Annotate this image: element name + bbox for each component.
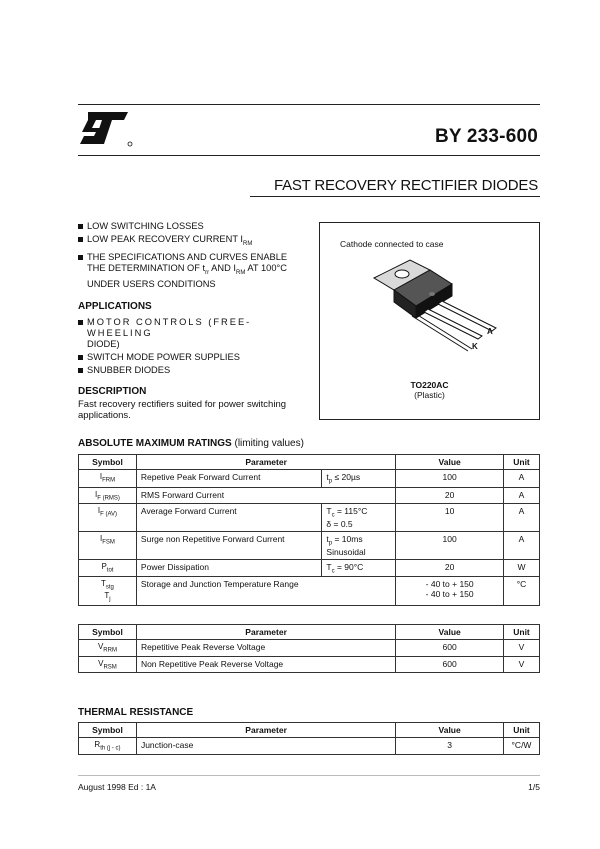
table-row: $I_{FRM}$ Repetive Peak Forward Current $t_p \le 20\mu s$ 100 A [79, 470, 540, 488]
pin-a-label: A [487, 327, 493, 336]
table-row: $I_{F (AV)}$ Average Forward Current $T_c = 115^\circ C$ δ = 0.5 10 A [79, 504, 540, 532]
ratings-table [78, 454, 540, 606]
col-value: Value [396, 455, 504, 470]
document-title: FAST RECOVERY RECTIFIER DIODES [273, 177, 538, 194]
table-header-row: Symbol Parameter Value Unit [79, 723, 540, 738]
table-row: $P_{tot}$ Power Dissipation $T_c = 90^\circ C$ 20 W [79, 559, 540, 577]
table-row: $T_{stg}$ $T_j$ Storage and Junction Temperature Range - 40 to + 150 - 40 to + 150 °C [79, 577, 540, 605]
part-number: BY 233-600 [434, 126, 538, 147]
footer-date: August 1998 Ed : 1A [78, 782, 156, 792]
to220-package-image [368, 256, 498, 366]
table-row: $V_{RRM}$ Repetitive Peak Reverse Voltage 600 V [79, 640, 540, 657]
voltage-table [78, 624, 540, 673]
feature-item: THE SPECIFICATIONS AND CURVES ENABLE THE DETERMINATION OF $t_{rr}$ AND $I_{RM}$ AT 100°C UNDER USERS CONDITIONS [78, 252, 306, 290]
table-header-row: Symbol Parameter Value Unit [79, 625, 540, 640]
top-rule [78, 104, 540, 105]
table-row: $I_{F (RMS)}$ RMS Forward Current 20 A [79, 487, 540, 504]
applications-heading: APPLICATIONS [78, 300, 152, 312]
features-column [78, 221, 306, 378]
col-parameter: Parameter [136, 455, 395, 470]
feature-item: LOW SWITCHING LOSSES [78, 221, 306, 232]
package-note: Cathode connected to case [340, 239, 444, 249]
footer-page: 1/5 [528, 782, 540, 792]
thermal-table [78, 722, 540, 755]
application-item: MOTOR CONTROLS (FREE-WHEELING DIODE) [78, 317, 306, 350]
table-row: $V_{RSM}$ Non Repetitive Peak Reverse Voltage 600 V [79, 656, 540, 673]
description-heading: DESCRIPTION [78, 386, 147, 397]
package-type: (Plastic) [414, 390, 445, 400]
col-symbol: Symbol [79, 455, 137, 470]
table-header-row [79, 455, 540, 470]
header-rule [78, 155, 540, 156]
title-rule [250, 196, 540, 197]
col-unit: Unit [504, 455, 540, 470]
feature-item: LOW PEAK RECOVERY CURRENT $I_{RM}$ [78, 234, 306, 250]
pin-k-label: K [472, 342, 478, 351]
table-row: $I_{FSM}$ Surge non Repetitive Forward Current $t_p = 10ms$ Sinusoidal 100 A [79, 531, 540, 559]
ratings-title: ABSOLUTE MAXIMUM RATINGS (limiting values) [78, 438, 304, 449]
footer-rule [78, 775, 540, 776]
st-logo [78, 108, 134, 148]
table-row: $R_{th (j - c)}$ Junction-case 3 °C/W [79, 738, 540, 755]
package-name: TO220AC [410, 380, 449, 390]
application-item: SNUBBER DIODES [78, 365, 306, 376]
application-item: SWITCH MODE POWER SUPPLIES [78, 352, 306, 363]
description-text: Fast recovery rectifiers suited for power switching applications. [78, 399, 287, 421]
thermal-heading: THERMAL RESISTANCE [78, 707, 194, 718]
